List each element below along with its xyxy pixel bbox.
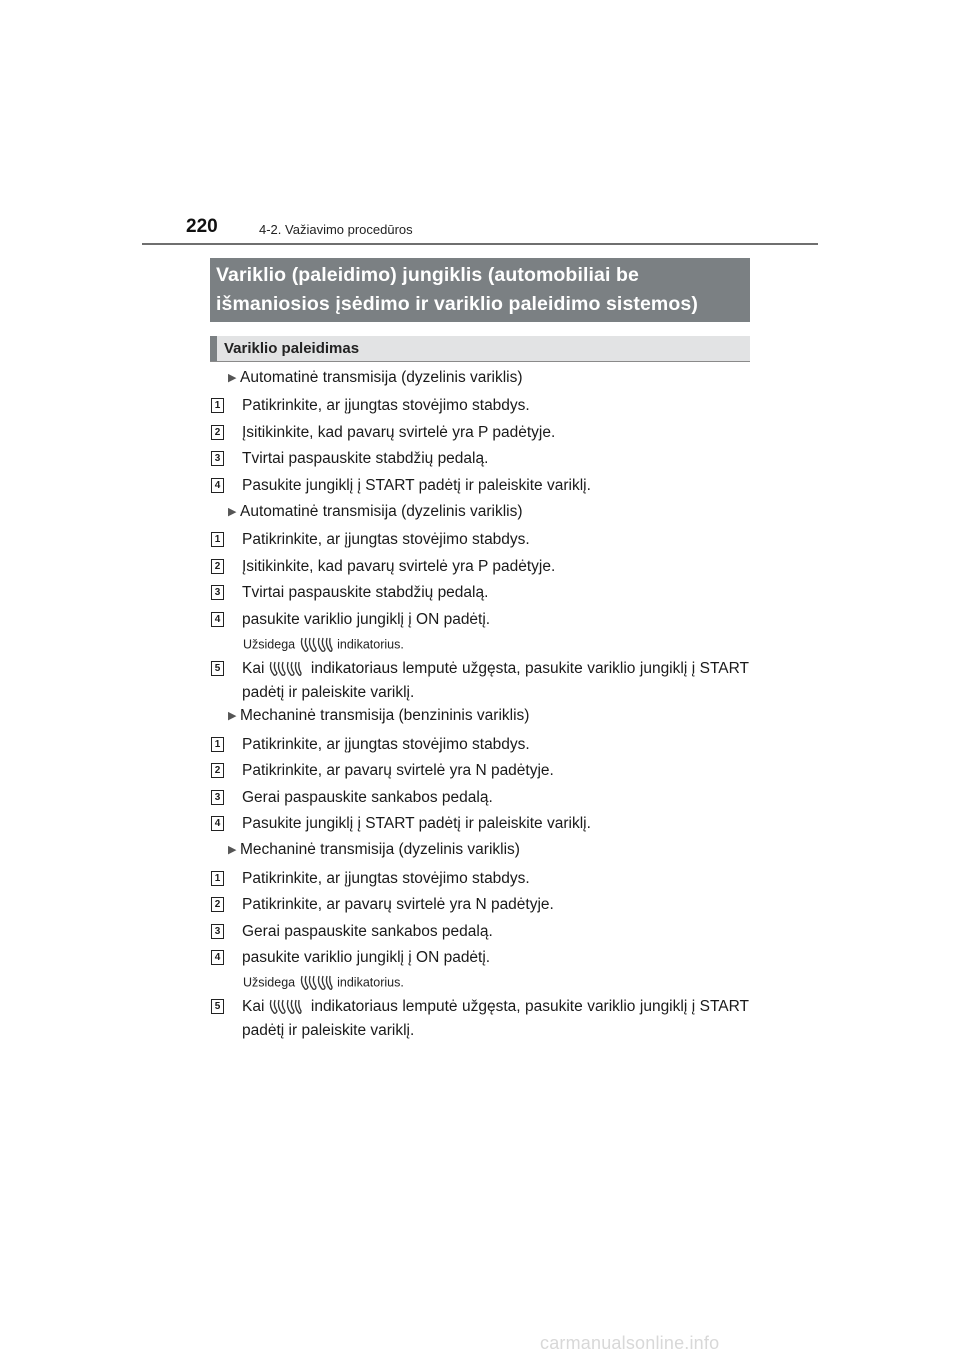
step-text: Tvirtai paspauskite stabdžių pedalą. — [242, 584, 489, 601]
step-number: 3 — [211, 924, 224, 939]
step-text: Įsitikinkite, kad pavarų svirtelė yra P padėtyje. — [242, 424, 556, 441]
step-item — [211, 447, 749, 471]
step-number: 1 — [211, 737, 224, 752]
step-item — [211, 920, 749, 944]
section-title-line-2: išmaniosios įsėdimo ir variklio paleidimo sistemos) — [216, 293, 698, 315]
step-text: Įsitikinkite, kad pavarų svirtelė yra P padėtyje. — [242, 558, 556, 575]
step-note: Užsidega indikatorius. — [243, 974, 404, 992]
chapter-title: 4-2. Važiavimo procedūros — [259, 222, 413, 237]
step-item — [211, 581, 749, 605]
step-number: 3 — [211, 451, 224, 466]
step-number: 2 — [211, 425, 224, 440]
triangle-bullet-icon: ▶ — [228, 506, 237, 518]
step-number: 1 — [211, 871, 224, 886]
triangle-bullet-icon: ▶ — [228, 372, 237, 384]
step-number: 3 — [211, 790, 224, 805]
step-text: pasukite variklio jungiklį į ON padėtį. — [242, 611, 491, 628]
step-number: 2 — [211, 897, 224, 912]
step-text: Kai indikatoriaus lemputė užgęsta, pasukite variklio jungiklį į START padėtį ir paleiskite variklį. — [242, 998, 750, 1039]
procedure-title: ▶ Mechaninė transmisija (benzininis variklis) — [228, 707, 530, 724]
glow-plug-indicator-icon — [267, 998, 303, 1016]
step-number: 3 — [211, 585, 224, 600]
step-item — [211, 867, 749, 891]
step-text: Pasukite jungiklį į START padėtį ir paleiskite variklį. — [242, 815, 591, 832]
step-item — [211, 528, 749, 552]
triangle-bullet-icon: ▶ — [228, 844, 237, 856]
step-text: Kai indikatoriaus lemputė užgęsta, pasukite variklio jungiklį į START padėtį ir paleiskite variklį. — [242, 660, 750, 701]
step-item — [211, 657, 749, 705]
subsection-title: Variklio paleidimas — [224, 340, 360, 357]
glow-plug-indicator-icon — [267, 660, 303, 678]
step-number: 1 — [211, 398, 224, 413]
step-number: 1 — [211, 532, 224, 547]
watermark: carmanualsonline.info — [540, 1333, 720, 1353]
step-text: pasukite variklio jungiklį į ON padėtį. — [242, 949, 491, 966]
step-item — [211, 474, 749, 498]
step-item — [211, 995, 749, 1043]
step-text: Tvirtai paspauskite stabdžių pedalą. — [242, 450, 489, 467]
step-number: 2 — [211, 763, 224, 778]
section-title-line-1: Variklio (paleidimo) jungiklis (automobiliai be — [216, 264, 639, 286]
step-text: Gerai paspauskite sankabos pedalą. — [242, 923, 493, 940]
step-text: Gerai paspauskite sankabos pedalą. — [242, 789, 493, 806]
step-number: 4 — [211, 950, 224, 965]
page-number: 220 — [186, 216, 218, 237]
step-number: 2 — [211, 559, 224, 574]
procedure-title: ▶ Automatinė transmisija (dyzelinis variklis) — [228, 369, 523, 386]
procedure-title: ▶ Automatinė transmisija (dyzelinis variklis) — [228, 503, 523, 520]
step-item — [211, 786, 749, 810]
step-item — [211, 608, 749, 632]
step-item — [211, 893, 749, 917]
procedure-title: ▶ Mechaninė transmisija (dyzelinis variklis) — [228, 841, 520, 858]
step-item — [211, 555, 749, 579]
step-number: 4 — [211, 612, 224, 627]
step-item — [211, 946, 749, 970]
step-text: Patikrinkite, ar pavarų svirtelė yra N padėtyje. — [242, 896, 554, 913]
step-text: Patikrinkite, ar įjungtas stovėjimo stabdys. — [242, 397, 530, 414]
step-number: 5 — [211, 999, 224, 1014]
step-number: 5 — [211, 661, 224, 676]
triangle-bullet-icon: ▶ — [228, 710, 237, 722]
step-item — [211, 421, 749, 445]
step-text: Patikrinkite, ar pavarų svirtelė yra N padėtyje. — [242, 762, 554, 779]
step-item — [211, 759, 749, 783]
step-text: Pasukite jungiklį į START padėtį ir paleiskite variklį. — [242, 477, 591, 494]
step-text: Patikrinkite, ar įjungtas stovėjimo stabdys. — [242, 870, 530, 887]
step-text: Patikrinkite, ar įjungtas stovėjimo stabdys. — [242, 736, 530, 753]
step-number: 4 — [211, 816, 224, 831]
step-text: Patikrinkite, ar įjungtas stovėjimo stabdys. — [242, 531, 530, 548]
step-note: Užsidega indikatorius. — [243, 636, 404, 654]
step-item — [211, 812, 749, 836]
step-item — [211, 394, 749, 418]
glow-plug-indicator-icon — [298, 636, 334, 654]
step-item — [211, 733, 749, 757]
step-number: 4 — [211, 478, 224, 493]
glow-plug-indicator-icon — [298, 974, 334, 992]
